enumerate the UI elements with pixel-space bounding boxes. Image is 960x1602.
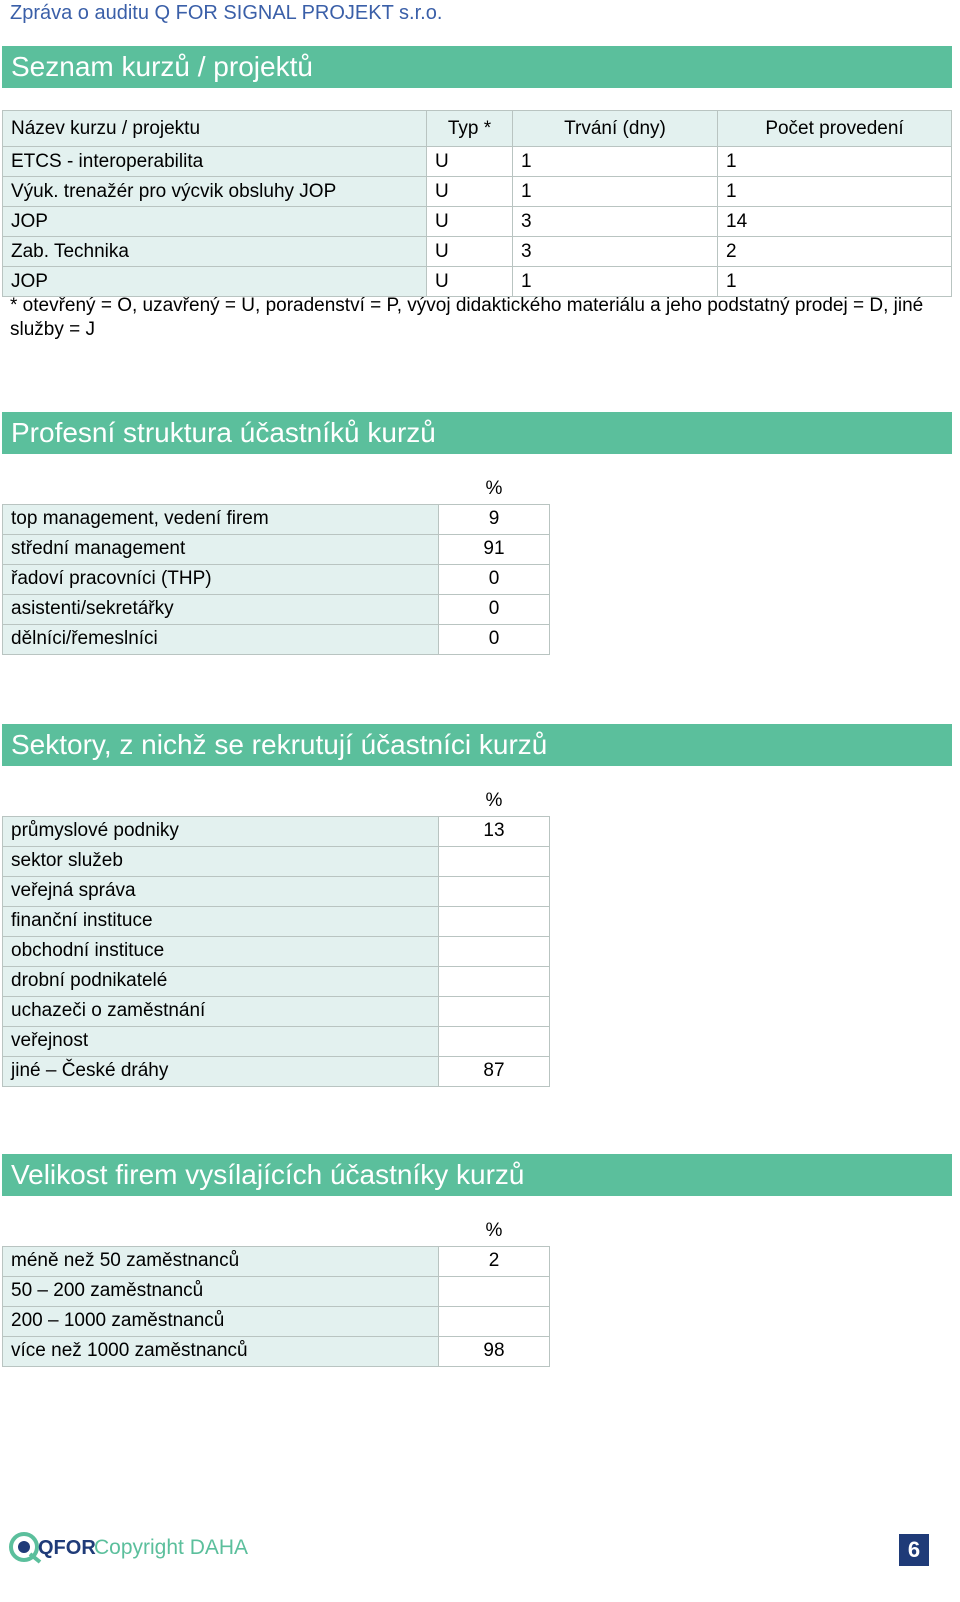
blank-header-cell bbox=[3, 1216, 439, 1246]
profession-table bbox=[2, 474, 550, 655]
section-title-profession: Profesní struktura účastníků kurzů bbox=[2, 412, 952, 454]
percent-header: % bbox=[485, 477, 503, 499]
sectors-table bbox=[2, 786, 550, 1087]
table-row bbox=[3, 1026, 550, 1056]
table-row bbox=[3, 207, 952, 237]
row-percent-value bbox=[439, 936, 550, 966]
row-percent-value bbox=[439, 966, 550, 996]
row-percent-value: 2 bbox=[439, 1246, 550, 1276]
row-percent-value bbox=[439, 906, 550, 936]
percent-header: % bbox=[485, 789, 503, 811]
courses-header-row bbox=[3, 111, 952, 147]
row-label: 50 – 200 zaměstnanců bbox=[3, 1276, 439, 1306]
row-label: 200 – 1000 zaměstnanců bbox=[3, 1306, 439, 1336]
row-label: průmyslové podniky bbox=[3, 816, 439, 846]
column-header-count: Počet provedení bbox=[718, 111, 952, 147]
table-row bbox=[3, 237, 952, 267]
course-duration-cell: 3 bbox=[513, 237, 718, 267]
row-percent-value: 13 bbox=[439, 816, 550, 846]
course-name-cell: Zab. Technika bbox=[3, 237, 427, 267]
course-count-cell: 2 bbox=[718, 237, 952, 267]
table-row bbox=[3, 594, 550, 624]
section-title-company-size: Velikost firem vysílajících účastníky kurzů bbox=[2, 1154, 952, 1196]
table-row bbox=[3, 936, 550, 966]
row-label: veřejná správa bbox=[3, 876, 439, 906]
course-count-cell: 1 bbox=[718, 147, 952, 177]
table-row bbox=[3, 624, 550, 654]
course-duration-cell: 1 bbox=[513, 147, 718, 177]
table-row bbox=[3, 846, 550, 876]
row-label: drobní podnikatelé bbox=[3, 966, 439, 996]
course-duration-cell: 1 bbox=[513, 267, 718, 297]
row-label: obchodní instituce bbox=[3, 936, 439, 966]
table-row bbox=[3, 816, 550, 846]
course-count-cell: 1 bbox=[718, 177, 952, 207]
table-row bbox=[3, 177, 952, 207]
course-name-cell: Výuk. trenažér pro výcvik obsluhy JOP bbox=[3, 177, 427, 207]
row-percent-value: 0 bbox=[439, 564, 550, 594]
course-name-cell: ETCS - interoperabilita bbox=[3, 147, 427, 177]
column-header-type: Typ * bbox=[427, 111, 513, 147]
column-header-duration: Trvání (dny) bbox=[513, 111, 718, 147]
row-percent-value bbox=[439, 1026, 550, 1056]
row-label: jiné – České dráhy bbox=[3, 1056, 439, 1086]
column-header-name: Název kurzu / projektu bbox=[3, 111, 427, 147]
percent-header: % bbox=[485, 1219, 503, 1241]
row-percent-value bbox=[439, 996, 550, 1026]
sectors-header-row bbox=[3, 786, 550, 816]
table-row bbox=[3, 564, 550, 594]
row-percent-value: 9 bbox=[439, 504, 550, 534]
table-row bbox=[3, 267, 952, 297]
course-type-cell: U bbox=[427, 147, 513, 177]
logo-wordmark: QFOR bbox=[38, 1537, 96, 1559]
report-title: Zpráva o auditu Q FOR SIGNAL PROJEKT s.r.o. bbox=[10, 2, 443, 24]
row-label: veřejnost bbox=[3, 1026, 439, 1056]
course-count-cell: 14 bbox=[718, 207, 952, 237]
table-row bbox=[3, 906, 550, 936]
table-row bbox=[3, 996, 550, 1026]
row-percent-value: 98 bbox=[439, 1336, 550, 1366]
table-row bbox=[3, 1276, 550, 1306]
row-percent-value bbox=[439, 1306, 550, 1336]
courses-footnote: * otevřený = O, uzavřený = U, poradenství = P, vývoj didaktického materiálu a jeho podstatný prodej = D, jiné služby = J bbox=[10, 295, 924, 340]
section-title-sectors: Sektory, z nichž se rekrutují účastníci kurzů bbox=[2, 724, 952, 766]
row-percent-value bbox=[439, 876, 550, 906]
row-percent-value: 0 bbox=[439, 594, 550, 624]
row-percent-value: 87 bbox=[439, 1056, 550, 1086]
table-row bbox=[3, 1336, 550, 1366]
table-row bbox=[3, 966, 550, 996]
company-size-header-row bbox=[3, 1216, 550, 1246]
row-label: řadoví pracovníci (THP) bbox=[3, 564, 439, 594]
table-row bbox=[3, 534, 550, 564]
course-type-cell: U bbox=[427, 267, 513, 297]
row-percent-value bbox=[439, 1276, 550, 1306]
course-count-cell: 1 bbox=[718, 267, 952, 297]
profession-header-row bbox=[3, 474, 550, 504]
table-row bbox=[3, 1246, 550, 1276]
blank-header-cell bbox=[3, 474, 439, 504]
course-name-cell: JOP bbox=[3, 267, 427, 297]
table-row bbox=[3, 1306, 550, 1336]
course-duration-cell: 1 bbox=[513, 177, 718, 207]
row-label: finanční instituce bbox=[3, 906, 439, 936]
row-label: uchazeči o zaměstnání bbox=[3, 996, 439, 1026]
row-percent-value: 0 bbox=[439, 624, 550, 654]
course-duration-cell: 3 bbox=[513, 207, 718, 237]
row-label: více než 1000 zaměstnanců bbox=[3, 1336, 439, 1366]
course-type-cell: U bbox=[427, 237, 513, 267]
table-row bbox=[3, 147, 952, 177]
row-label: dělníci/řemeslníci bbox=[3, 624, 439, 654]
table-row bbox=[3, 876, 550, 906]
row-label: méně než 50 zaměstnanců bbox=[3, 1246, 439, 1276]
table-row bbox=[3, 504, 550, 534]
qfor-logo bbox=[8, 1530, 96, 1564]
copyright-text: Copyright DAHA bbox=[94, 1536, 249, 1559]
row-label: střední management bbox=[3, 534, 439, 564]
course-name-cell: JOP bbox=[3, 207, 427, 237]
page-number-badge: 6 bbox=[899, 1534, 929, 1566]
course-type-cell: U bbox=[427, 207, 513, 237]
row-label: sektor služeb bbox=[3, 846, 439, 876]
course-type-cell: U bbox=[427, 177, 513, 207]
row-label: asistenti/sekretářky bbox=[3, 594, 439, 624]
row-percent-value: 91 bbox=[439, 534, 550, 564]
row-label: top management, vedení firem bbox=[3, 504, 439, 534]
company-size-table bbox=[2, 1216, 550, 1367]
courses-table bbox=[2, 110, 952, 297]
table-row bbox=[3, 1056, 550, 1086]
section-title-courses: Seznam kurzů / projektů bbox=[2, 46, 952, 88]
blank-header-cell bbox=[3, 786, 439, 816]
row-percent-value bbox=[439, 846, 550, 876]
